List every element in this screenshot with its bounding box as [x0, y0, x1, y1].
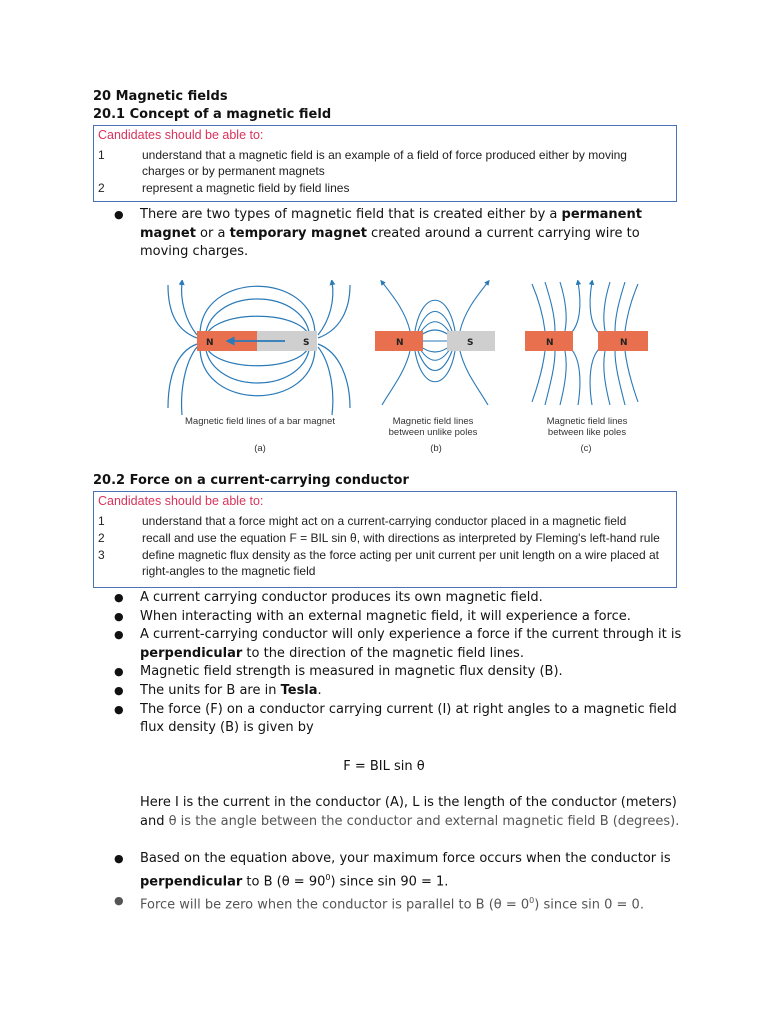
bullet-list: [114, 589, 684, 738]
pole-label-n: N: [546, 338, 554, 348]
figure-caption-b: Magnetic field lines between unlike poles: [388, 416, 478, 438]
superscript: 0: [325, 872, 331, 882]
objectives-title: Candidates should be able to:: [98, 128, 264, 142]
bullet-text: Magnetic field strength is measured in magnetic flux density (B).: [140, 664, 563, 680]
bullet-icon: ●: [114, 683, 124, 697]
objective-text: define magnetic flux density as the force acting per unit current per unit length on a wire placed at right-angles to the magnetic field: [142, 548, 659, 578]
section-title: 20 Magnetic fields: [93, 89, 228, 104]
objective-row: [94, 547, 676, 579]
bullet-text: Force will be zero when the conductor is parallel to B (θ = 0: [140, 896, 530, 912]
pole-label-n: N: [620, 338, 628, 348]
objective-number: 1: [98, 514, 105, 528]
bullet-text: to the direction of the magnetic field lines.: [242, 645, 524, 661]
subsection-title: 20.1 Concept of a magnetic field: [93, 107, 332, 122]
objective-number: 2: [98, 531, 105, 545]
objectives-box: [93, 491, 677, 588]
bold-text: permanent magnet: [140, 207, 642, 241]
objective-row: [94, 180, 676, 196]
objective-number: 1: [98, 148, 105, 162]
bullet-icon: ●: [114, 852, 124, 865]
bullet-text: .: [317, 682, 322, 698]
objective-row: [94, 147, 676, 179]
bold-text: Tesla: [280, 682, 318, 698]
bold-text: temporary magnet: [229, 225, 367, 241]
bullet-text: created around a current carrying wire to moving charges.: [140, 225, 640, 260]
bullet-text: ) since sin 90 = 1.: [330, 873, 449, 889]
list-item: [114, 682, 684, 701]
bullet-text: ) since sin 0 = 0.: [534, 896, 644, 912]
list-item: [114, 206, 684, 262]
bullet-list: [114, 206, 684, 262]
pole-label-s: S: [467, 338, 474, 348]
figure-caption-c: Magnetic field lines between like poles: [546, 416, 628, 438]
bullet-icon: ●: [114, 609, 124, 623]
list-item: [114, 850, 684, 892]
objective-number: 3: [98, 548, 105, 562]
bullet-icon: ●: [114, 591, 124, 604]
objectives-box: [93, 125, 677, 202]
objectives-title: Candidates should be able to:: [98, 494, 264, 508]
bullet-text: to B (θ = 90: [242, 873, 326, 889]
bold-text: perpendicular: [140, 645, 243, 661]
objective-text: understand that a magnetic field is an example of a field of force produced either by moving charges or by permanent magnets: [142, 148, 627, 178]
figure-label-b: (b): [430, 443, 442, 454]
figure-label-a: (a): [254, 443, 266, 454]
list-item: [114, 663, 684, 682]
subsection-title: 20.2 Force on a current-carrying conductor: [93, 473, 409, 488]
objective-row: [94, 513, 676, 529]
bullet-text: When interacting with an external magnetic field, it will experience a force.: [140, 608, 631, 624]
bold-text: perpendicular: [140, 873, 243, 889]
list-item: [114, 589, 684, 608]
list-item: [114, 701, 684, 738]
bullet-icon: ●: [114, 208, 124, 221]
bullet-text: A current-carrying conductor will only experience a force if the current through it is: [140, 627, 682, 643]
bullet-list: [114, 850, 684, 914]
formula: F = BIL sin θ: [343, 759, 425, 774]
explanation-paragraph: [140, 794, 680, 831]
bullet-text: or a: [195, 225, 230, 241]
objective-row: [94, 530, 676, 546]
bullet-text: The force (F) on a conductor carrying current (I) at right angles to a magnetic field flux density (B) is given by: [140, 701, 677, 736]
figure-caption-a: Magnetic field lines of a bar magnet: [185, 416, 335, 427]
bullet-icon: ●: [114, 893, 124, 907]
objective-number: 2: [98, 181, 105, 195]
list-item: [114, 608, 684, 627]
bullet-icon: ●: [114, 665, 124, 679]
bullet-text: There are two types of magnetic field that is created either by a: [140, 207, 562, 222]
bullet-text: Based on the equation above, your maximum force occurs when the conductor is: [140, 851, 671, 866]
pole-label-n: N: [206, 338, 214, 348]
bullet-icon: ●: [114, 702, 124, 716]
bullet-text: A current carrying conductor produces its own magnetic field.: [140, 590, 543, 605]
paragraph-text-gray: θ is the angle between the conductor and external magnetic field B (degrees).: [168, 813, 680, 829]
objective-text: represent a magnetic field by field lines: [142, 181, 350, 195]
pole-label-n: N: [396, 338, 404, 348]
paragraph-text: Here I is the current in the conductor (A), L is the length of the conductor (meters) and: [140, 795, 677, 829]
superscript: 0: [529, 895, 535, 905]
objective-text: understand that a force might act on a current-carrying conductor placed in a magnetic field: [142, 514, 627, 528]
bullet-text: The units for B are in: [140, 682, 281, 698]
objective-text: recall and use the equation F = BIL sin θ, with directions as interpreted by Fleming's left-hand rule: [142, 531, 660, 545]
bullet-icon: ●: [114, 628, 124, 642]
list-item: [114, 626, 684, 663]
list-item: [114, 892, 684, 915]
figure-label-c: (c): [580, 443, 592, 454]
pole-label-s: S: [303, 338, 310, 348]
